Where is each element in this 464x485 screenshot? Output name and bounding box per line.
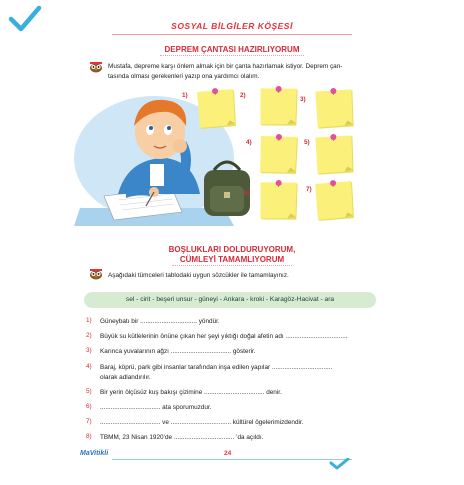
question-number: 7) <box>86 418 92 425</box>
sticky-note <box>257 179 300 222</box>
sticky-note-label: 2) <box>240 92 246 99</box>
question-text: olarak adlandırılır. <box>100 374 151 381</box>
word-bank: sel - cirit - beşeri unsur - güneyi - Ankara - kroki - Karagöz-Hacivat - ara <box>84 292 376 308</box>
sticky-note-label: 5) <box>304 139 310 146</box>
sticky-note <box>313 179 357 223</box>
page-header-title: SOSYAL BİLGİLER KÖŞESİ <box>171 21 293 31</box>
section-title-cumleyi: CÜMLEYİ TAMAMLIYORUM <box>179 255 285 264</box>
question-number: 5) <box>86 388 92 395</box>
question-text: .................................. ve .................................. kültürel ögelerimizdendir. <box>100 419 304 426</box>
sticky-note <box>257 133 301 177</box>
footer-divider <box>112 459 352 460</box>
publisher-logo: MaVitikli <box>80 450 109 457</box>
question-number: 4) <box>86 363 92 370</box>
sticky-note <box>257 85 300 128</box>
question-number: 6) <box>86 403 92 410</box>
sticky-note <box>313 133 356 176</box>
fill-instruction: Aşağıdaki tümceleri tablodaki uygun sözcükler ile tamamlayınız. <box>108 272 289 279</box>
question-text: Büyük su kütlelerinin önüne çıkan her şeyi yıktığı doğal afetin adı ................................... <box>100 333 348 340</box>
sticky-note-label: 3) <box>300 96 306 103</box>
sticky-note <box>195 87 239 131</box>
question-text: Bir yerin ölçüsüz kuş bakışı çizimine .................................. denir. <box>100 389 282 396</box>
question-text: Baraj, köprü, park gibi insanlar tarafından inşa edilen yapılar .................................. <box>100 364 333 371</box>
question-text: .................................. ata sporumuzdur. <box>100 404 212 411</box>
question-text: Güneybatı bir ................................ yöndür. <box>100 318 220 325</box>
page-number: 24 <box>224 450 232 457</box>
question-text: Karınca yuvalarının ağzı .................................. gösterir. <box>100 348 256 355</box>
section-title-bosluklar: BOŞLUKLARI DOLDURUYORUM, <box>168 245 296 254</box>
question-number: 8) <box>86 433 92 440</box>
sticky-note-label: 4) <box>246 139 252 146</box>
sticky-note-label: 7) <box>306 186 312 193</box>
owl-mascot-icon <box>88 61 104 73</box>
deprem-intro-line2: tasında olması gerekenleri yazıp ona yardımcı olalım. <box>108 73 260 80</box>
footer-check-icon <box>328 458 350 470</box>
question-number: 3) <box>86 347 92 354</box>
section-title-underline <box>160 55 304 56</box>
header-divider <box>112 34 352 35</box>
question-number: 2) <box>86 332 92 339</box>
question-number: 1) <box>86 317 92 324</box>
section-title-underline-2 <box>172 265 292 266</box>
owl-mascot-icon-2 <box>88 268 104 280</box>
sticky-note-label: 6) <box>244 190 250 197</box>
section-title-deprem: DEPREM ÇANTASI HAZIRLIYORUM <box>164 45 300 54</box>
sticky-note-label: 1) <box>182 92 188 99</box>
sticky-note <box>313 87 356 130</box>
deprem-intro-line1: Mustafa, depreme karşı önlem almak için bir çanta hazırlamak istiyor. Deprem çan- <box>108 63 343 70</box>
question-text: TBMM, 23 Nisan 1920’de .................................. ’da açıldı. <box>100 434 264 441</box>
